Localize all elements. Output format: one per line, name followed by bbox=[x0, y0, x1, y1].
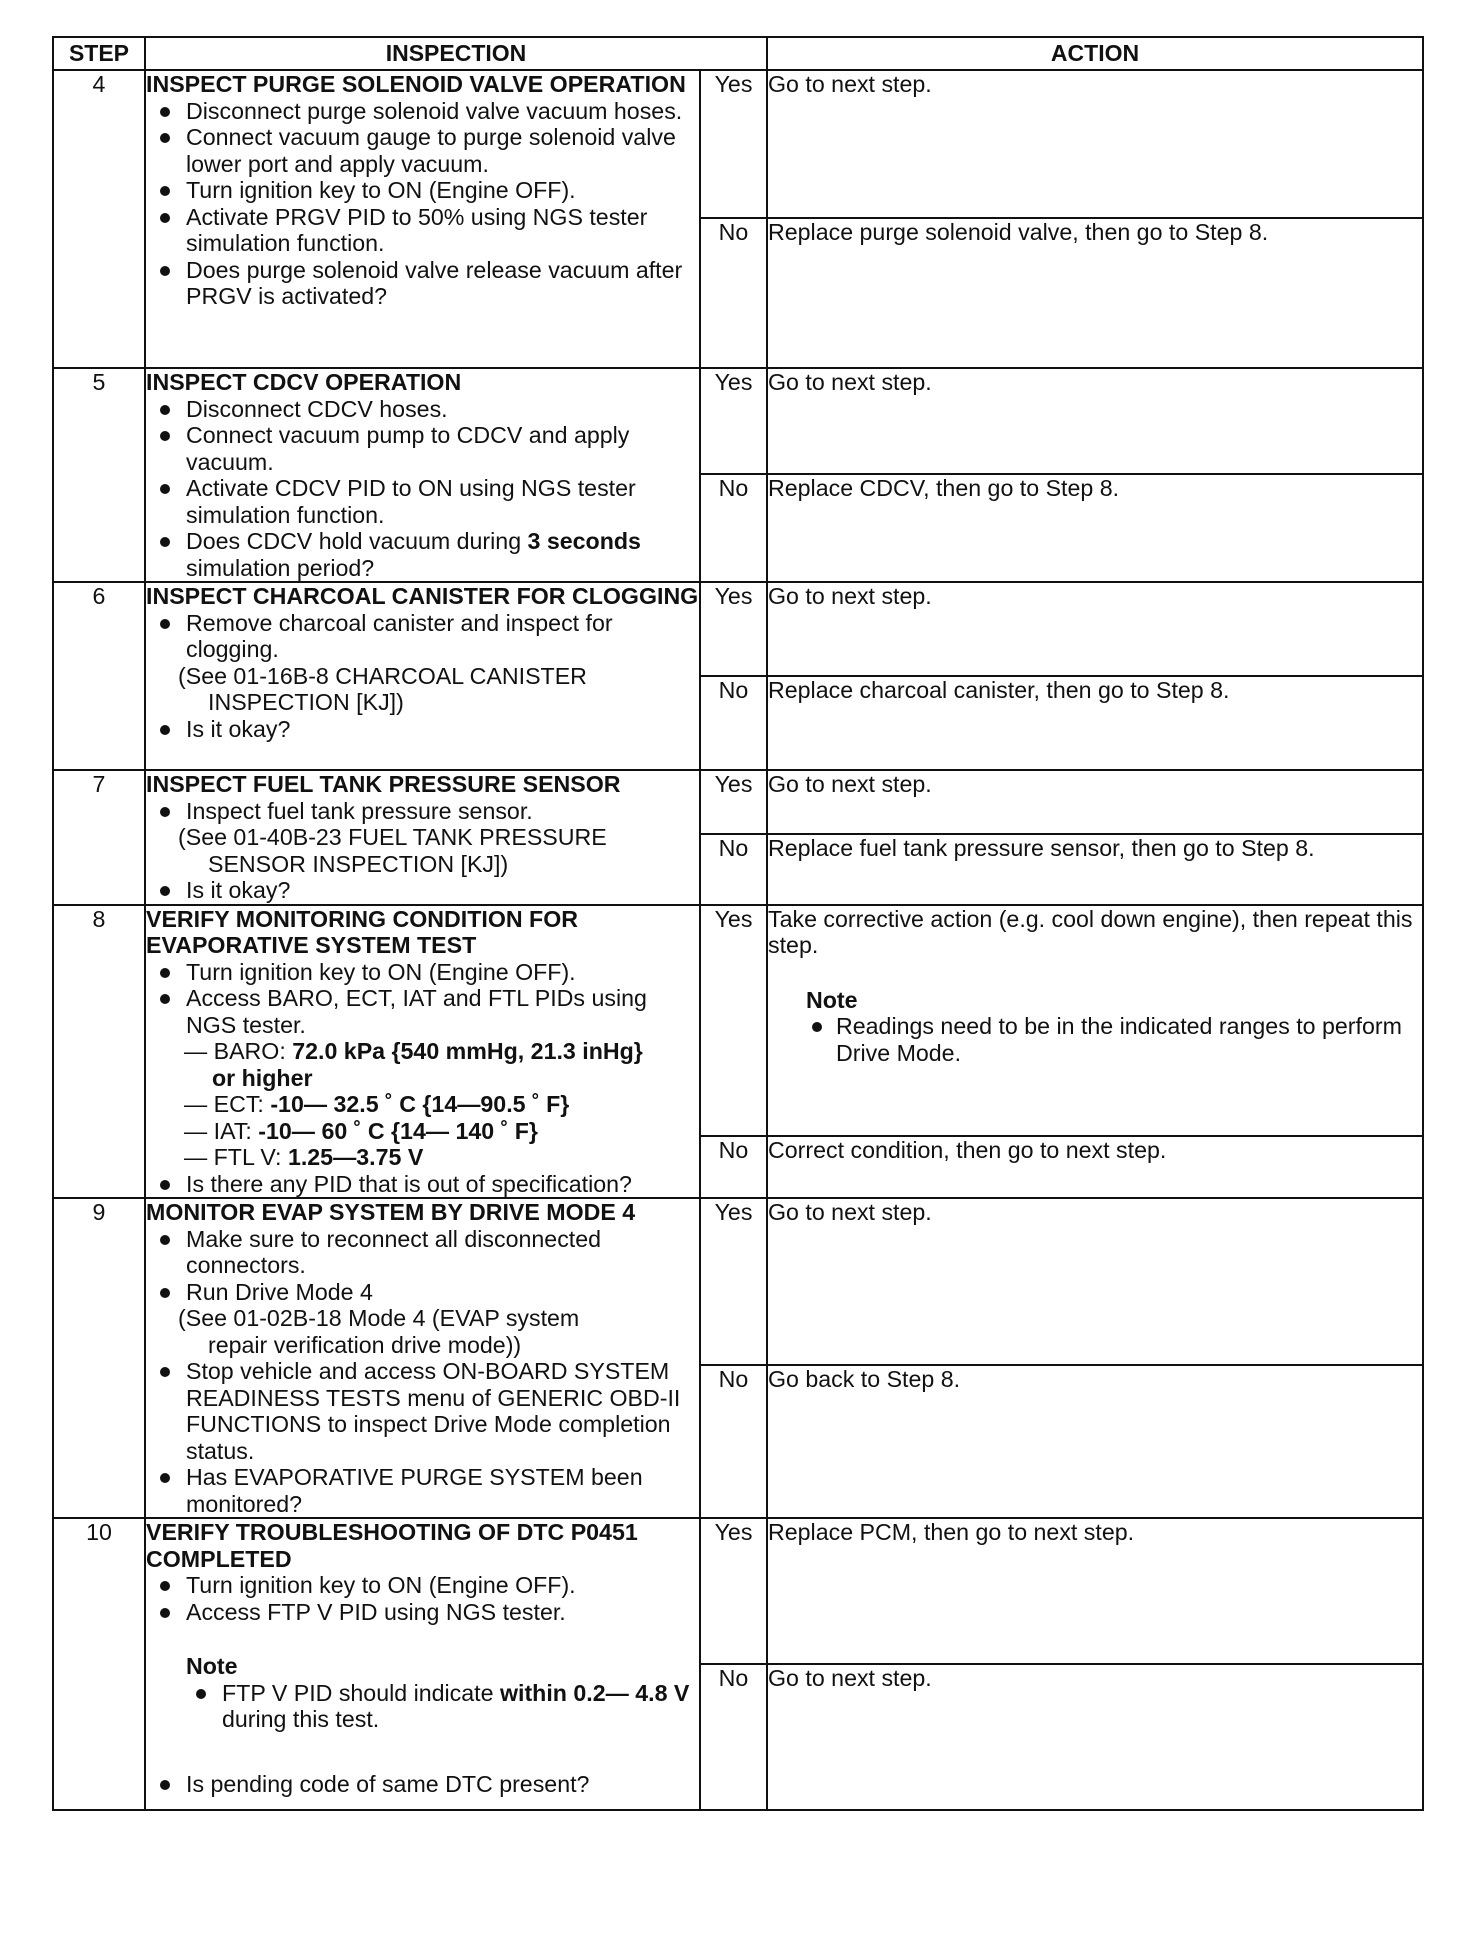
step-7-yes-action: Go to next step. bbox=[767, 770, 1423, 834]
step-9-number: 9 bbox=[53, 1198, 145, 1518]
step-5-inspection bbox=[145, 368, 700, 582]
step-10-note-tail: during this test. bbox=[222, 1706, 380, 1732]
step-10-inspection bbox=[145, 1518, 700, 1810]
step-8-iat-spec bbox=[146, 1118, 699, 1145]
step-9-reference-line-1: (See 01-02B-18 Mode 4 (EVAP system bbox=[178, 1305, 580, 1331]
step-5-bullet-4-bold: 3 seconds bbox=[527, 528, 641, 554]
step-4-title: INSPECT PURGE SOLENOID VALVE OPERATION bbox=[146, 71, 686, 97]
header-inspection: INSPECTION bbox=[145, 37, 767, 70]
step-8-bullet-1: Turn ignition key to ON (Engine OFF). bbox=[146, 959, 699, 986]
step-6-title: INSPECT CHARCOAL CANISTER FOR CLOGGING bbox=[146, 583, 699, 609]
step-7-reference-line-1: (See 01-40B-23 FUEL TANK PRESSURE bbox=[178, 824, 607, 850]
step-9-inspection bbox=[145, 1198, 700, 1518]
step-6-no-label: No bbox=[700, 676, 767, 770]
step-9-no-label: No bbox=[700, 1365, 767, 1518]
step-4-bullet-3: Turn ignition key to ON (Engine OFF). bbox=[146, 177, 699, 204]
step-8-yes-action-text: Take corrective action (e.g. cool down engine), then repeat this step. bbox=[768, 905, 1413, 958]
step-5-no-label: No bbox=[700, 474, 767, 582]
step-7-yes-label: Yes bbox=[700, 770, 767, 834]
step-10-note-heading: Note bbox=[186, 1653, 238, 1679]
step-10-number: 10 bbox=[53, 1518, 145, 1810]
step-8-bullet-3: Is there any PID that is out of specification? bbox=[146, 1171, 699, 1198]
step-9-reference-line-2: repair verification drive mode)) bbox=[208, 1331, 522, 1358]
step-10-no-action: Go to next step. bbox=[767, 1664, 1423, 1810]
step-4-yes-label: Yes bbox=[700, 70, 767, 218]
step-8-ftl-spec bbox=[146, 1144, 699, 1171]
step-7-bullets bbox=[146, 798, 699, 825]
step-10-spacer bbox=[146, 1733, 699, 1771]
step-10-note-bold: within 0.2— 4.8 V bbox=[499, 1679, 690, 1706]
step-10-note-bullet-1 bbox=[186, 1680, 699, 1733]
header-row bbox=[53, 37, 1423, 70]
troubleshooting-table bbox=[52, 36, 1424, 1811]
step-4-number: 4 bbox=[53, 70, 145, 368]
step-7-reference-line-2: SENSOR INSPECTION [KJ]) bbox=[208, 850, 509, 877]
step-8-note-bullets bbox=[806, 1013, 1422, 1066]
baro-label: — BARO: bbox=[184, 1038, 293, 1064]
baro-value-suffix: or higher bbox=[212, 1064, 313, 1091]
iat-value: -10— 60 ˚ C {14— 140 ˚ F} bbox=[258, 1117, 538, 1144]
step-10-note-text: FTP V PID should indicate bbox=[222, 1679, 500, 1706]
step-6-reference-line-1: (See 01-16B-8 CHARCOAL CANISTER bbox=[178, 662, 587, 689]
step-8-yes-action bbox=[767, 905, 1423, 1136]
step-6-inspection bbox=[145, 582, 700, 770]
step-8-bullets-2 bbox=[146, 1171, 699, 1198]
step-8-note-bullet-1: Readings need to be in the indicated ranges to perform Drive Mode. bbox=[806, 1013, 1422, 1066]
step-9-title: MONITOR EVAP SYSTEM BY DRIVE MODE 4 bbox=[146, 1199, 636, 1225]
step-4-bullets bbox=[146, 98, 699, 310]
step-9-yes-row bbox=[53, 1198, 1423, 1365]
step-8-bullet-2: Access BARO, ECT, IAT and FTL PIDs using NGS tester. bbox=[146, 985, 699, 1038]
step-7-bullet-2: Is it okay? bbox=[146, 877, 699, 904]
step-8-note bbox=[768, 987, 1422, 1067]
step-8-yes-row bbox=[53, 905, 1423, 1136]
step-4-bullet-5: Does purge solenoid valve release vacuum after PRGV is activated? bbox=[146, 257, 699, 310]
step-5-bullet-4 bbox=[146, 528, 699, 581]
ect-label: — ECT: bbox=[184, 1091, 271, 1117]
step-8-title: VERIFY MONITORING CONDITION FOR EVAPORATIVE SYSTEM TEST bbox=[146, 905, 578, 958]
step-6-bullet-1: Remove charcoal canister and inspect for clogging. bbox=[146, 610, 699, 663]
step-9-bullets bbox=[146, 1226, 699, 1306]
step-8-note-heading: Note bbox=[806, 986, 858, 1013]
step-5-no-action: Replace CDCV, then go to Step 8. bbox=[767, 474, 1423, 582]
step-7-yes-row bbox=[53, 770, 1423, 834]
ftl-label: — FTL V: bbox=[184, 1144, 288, 1170]
step-10-title: VERIFY TROUBLESHOOTING OF DTC P0451 COMPLETED bbox=[146, 1519, 638, 1572]
step-10-bullets bbox=[146, 1572, 699, 1625]
step-5-bullet-4-text: Does CDCV hold vacuum during bbox=[186, 528, 528, 554]
step-5-bullets bbox=[146, 396, 699, 582]
step-8-ect-spec bbox=[146, 1091, 699, 1118]
step-5-yes-action: Go to next step. bbox=[767, 368, 1423, 474]
ect-value: -10— 32.5 ˚ C {14—90.5 ˚ F} bbox=[270, 1091, 570, 1117]
step-6-yes-label: Yes bbox=[700, 582, 767, 676]
step-8-baro-spec bbox=[146, 1038, 699, 1091]
step-4-yes-row bbox=[53, 70, 1423, 218]
step-6-yes-row bbox=[53, 582, 1423, 676]
baro-value: 72.0 kPa {540 mmHg, 21.3 inHg} bbox=[292, 1038, 643, 1064]
step-6-reference bbox=[146, 663, 699, 716]
step-10-note-bullets bbox=[186, 1680, 699, 1733]
step-6-number: 6 bbox=[53, 582, 145, 770]
header-step: STEP bbox=[53, 37, 145, 70]
step-8-number: 8 bbox=[53, 905, 145, 1199]
iat-label: — IAT: bbox=[184, 1117, 259, 1144]
step-8-no-label: No bbox=[700, 1136, 767, 1198]
step-10-yes-row bbox=[53, 1518, 1423, 1664]
step-9-bullet-1: Make sure to reconnect all disconnected connectors. bbox=[146, 1226, 699, 1279]
step-5-bullet-4-tail: simulation period? bbox=[186, 554, 375, 581]
step-5-yes-label: Yes bbox=[700, 368, 767, 474]
step-9-bullets-2 bbox=[146, 1358, 699, 1517]
step-5-number: 5 bbox=[53, 368, 145, 582]
step-9-bullet-3: Stop vehicle and access ON-BOARD SYSTEM READINESS TESTS menu of GENERIC OBD-II FUNCTIONS to inspect Drive Mode completion status. bbox=[146, 1358, 699, 1464]
step-7-inspection bbox=[145, 770, 700, 905]
step-6-no-action: Replace charcoal canister, then go to Step 8. bbox=[767, 676, 1423, 770]
step-10-yes-label: Yes bbox=[700, 1518, 767, 1664]
step-7-number: 7 bbox=[53, 770, 145, 905]
step-10-bullet-3: Is pending code of same DTC present? bbox=[146, 1771, 699, 1798]
step-9-reference bbox=[146, 1305, 699, 1358]
step-6-reference-line-2: INSPECTION [KJ]) bbox=[208, 689, 404, 715]
step-4-bullet-1: Disconnect purge solenoid valve vacuum hoses. bbox=[146, 98, 699, 125]
step-4-no-action: Replace purge solenoid valve, then go to Step 8. bbox=[767, 218, 1423, 368]
step-9-yes-action: Go to next step. bbox=[767, 1198, 1423, 1365]
step-4-bullet-4: Activate PRGV PID to 50% using NGS tester simulation function. bbox=[146, 204, 699, 257]
step-10-note bbox=[146, 1653, 699, 1733]
step-4-no-label: No bbox=[700, 218, 767, 368]
step-4-bullet-2: Connect vacuum gauge to purge solenoid valve lower port and apply vacuum. bbox=[146, 124, 699, 177]
step-10-no-label: No bbox=[700, 1664, 767, 1810]
step-4-yes-action: Go to next step. bbox=[767, 70, 1423, 218]
step-7-no-label: No bbox=[700, 834, 767, 904]
step-10-bullet-1: Turn ignition key to ON (Engine OFF). bbox=[146, 1572, 699, 1599]
step-5-bullet-3: Activate CDCV PID to ON using NGS tester simulation function. bbox=[146, 475, 699, 528]
step-9-yes-label: Yes bbox=[700, 1198, 767, 1365]
step-5-bullet-2: Connect vacuum pump to CDCV and apply vacuum. bbox=[146, 422, 699, 475]
step-5-yes-row bbox=[53, 368, 1423, 474]
step-7-reference bbox=[146, 824, 699, 877]
step-7-title: INSPECT FUEL TANK PRESSURE SENSOR bbox=[146, 771, 621, 797]
step-6-bullets bbox=[146, 610, 699, 663]
step-10-bullet-2: Access FTP V PID using NGS tester. bbox=[146, 1599, 699, 1626]
ftl-value: 1.25—3.75 V bbox=[287, 1144, 424, 1170]
step-9-bullet-2: Run Drive Mode 4 bbox=[146, 1279, 699, 1306]
step-10-bullets-2 bbox=[146, 1771, 699, 1798]
step-6-bullet-2: Is it okay? bbox=[146, 716, 699, 743]
step-8-bullets bbox=[146, 959, 699, 1039]
step-6-yes-action: Go to next step. bbox=[767, 582, 1423, 676]
header-action: ACTION bbox=[767, 37, 1423, 70]
step-5-title: INSPECT CDCV OPERATION bbox=[146, 369, 462, 395]
step-6-bullets-2 bbox=[146, 716, 699, 743]
step-8-yes-label: Yes bbox=[700, 905, 767, 1136]
step-9-bullet-4: Has EVAPORATIVE PURGE SYSTEM been monitored? bbox=[146, 1464, 699, 1517]
step-8-inspection bbox=[145, 905, 700, 1199]
step-4-inspection bbox=[145, 70, 700, 368]
step-5-bullet-1: Disconnect CDCV hoses. bbox=[146, 396, 699, 423]
step-7-bullet-1: Inspect fuel tank pressure sensor. bbox=[146, 798, 699, 825]
step-7-bullets-2 bbox=[146, 877, 699, 904]
step-8-no-action: Correct condition, then go to next step. bbox=[767, 1136, 1423, 1198]
step-7-no-action: Replace fuel tank pressure sensor, then go to Step 8. bbox=[767, 834, 1423, 904]
step-9-no-action: Go back to Step 8. bbox=[767, 1365, 1423, 1518]
step-10-yes-action: Replace PCM, then go to next step. bbox=[767, 1518, 1423, 1664]
